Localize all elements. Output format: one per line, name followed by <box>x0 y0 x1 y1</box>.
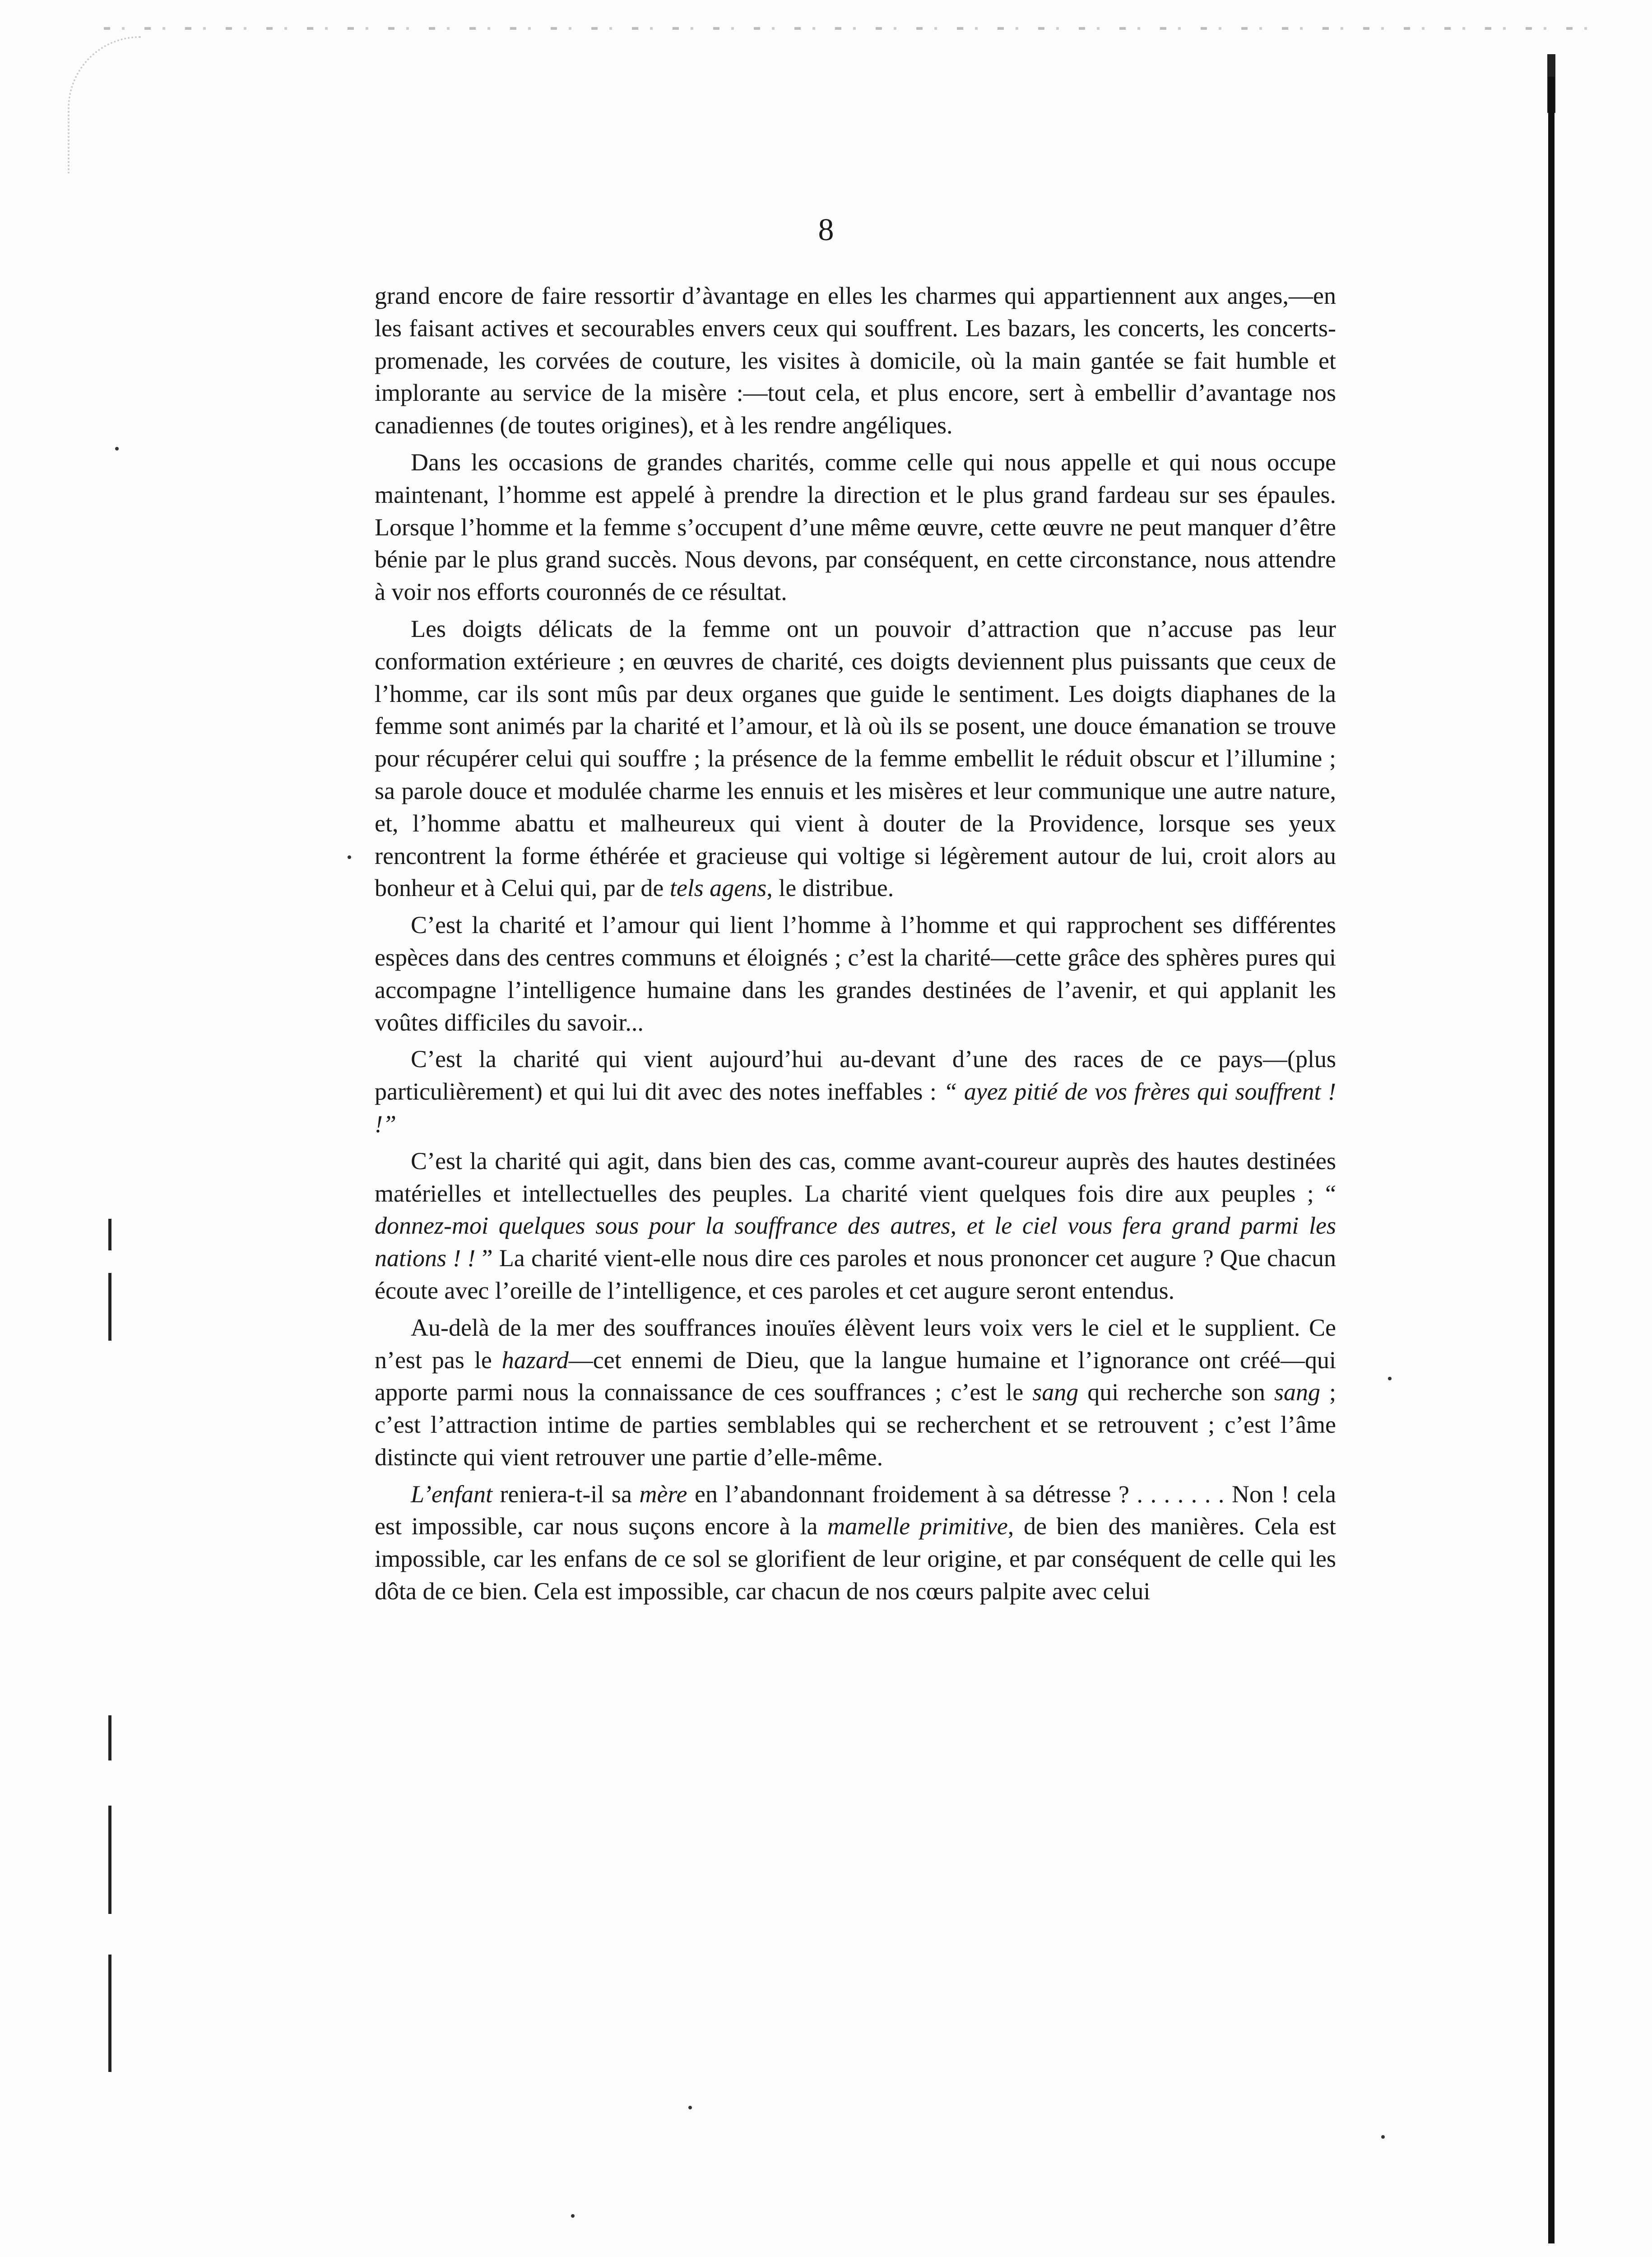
margin-speck <box>1388 1377 1392 1380</box>
italic-text: mère <box>639 1480 687 1508</box>
margin-speck <box>115 447 119 450</box>
paragraph <box>375 1145 1336 1307</box>
paragraph-text: , de bien des manières. Cela est impossible, car les enfans de ce sol se glorifient de leur origine, et par conséquent de celle qui les dôta de ce bien. Cela est impossible, car chacun de nos cœurs palpite avec celui <box>375 1513 1336 1605</box>
paragraph <box>375 280 1336 442</box>
paragraph-text: qui recherche son <box>1078 1379 1274 1406</box>
paragraph <box>375 613 1336 905</box>
body-text <box>375 280 1336 1612</box>
paragraph-text: Les doigts délicats de la femme ont un pouvoir d’attraction que n’accuse pas leur conformation extérieure ; en œuvres de charité, ces doigts deviennent plus puissants que ceux de l’homme, car ils sont mûs par deux organes que guide le sentiment. Les doigts diaphanes de la femme sont animés par la charité et l’amour, et là où ils se posent, une douce émanation se trouve pour récupérer celui qui souffre ; la présence de la femme embellit le réduit obscur et l’illumine ; sa parole douce et modulée charme les ennuis et les misères et leur communique une autre nature, et, l’homme abattu et malheureux qui vient à douter de la Providence, lorsque ses yeux rencontrent la forme éthérée et gracieuse qui voltige si légèrement autour de lui, croit alors au bonheur et à Celui qui, par de <box>375 615 1336 902</box>
paragraph <box>375 446 1336 608</box>
margin-speck <box>1381 2135 1385 2139</box>
paragraph-text: en l’abandonnant froidement à sa détresse ? . . . . . . . Non ! cela est impossible, car nous suçons encore à la <box>375 1480 1336 1540</box>
italic-text: L’enfant <box>411 1480 492 1508</box>
paragraph-text: Dans les occasions de grandes charités, comme celle qui nous appelle et qui nous occupe maintenant, l’homme est appelé à prendre la direction et le plus grand fardeau sur ses épaules. Lorsque l’homme et la femme s’occupent d’une même œuvre, cette œuvre ne peut manquer d’être bénie par le plus grand succès. Nous devons, par conséquent, en cette circonstance, nous attendre à voir nos efforts couronnés de ce résultat. <box>375 448 1336 606</box>
margin-speck <box>348 855 351 859</box>
paragraph <box>375 1043 1336 1140</box>
margin-speck <box>571 2214 575 2218</box>
italic-text: sang <box>1032 1379 1079 1406</box>
paragraph <box>375 909 1336 1039</box>
italic-text: donnez-moi quelques sous pour la souffrance des autres, et le ciel vous fera grand parmi les nations ! ! <box>375 1212 1336 1272</box>
scan-edge-top <box>104 27 1607 30</box>
italic-text: mamelle primitive <box>827 1513 1008 1540</box>
paragraph <box>375 1478 1336 1608</box>
paragraph-text: ” La charité vient-elle nous dire ces paroles et nous prononcer cet augure ? Que chacun écoute avec l’oreille de l’intelligence, et ces paroles et cet augure seront entendus. <box>375 1245 1336 1304</box>
paragraph-text: ; c’est l’attraction intime de parties semblables qui se recherchent et se retrouvent ; c’est l’âme distincte qui vient retrouver une partie d’elle-même. <box>375 1379 1336 1471</box>
binding-edge <box>1548 77 1555 2243</box>
margin-mark <box>108 1715 111 1760</box>
margin-mark <box>108 1806 111 1914</box>
italic-text: hazard <box>501 1346 569 1374</box>
paragraph <box>375 1312 1336 1474</box>
margin-mark <box>108 1273 111 1341</box>
page-number: 8 <box>818 213 834 247</box>
italic-text: sang <box>1274 1379 1321 1406</box>
paragraph-text: C’est la charité et l’amour qui lient l’homme à l’homme et qui rapprochent ses différentes espèces dans des centres communs et éloignés ; c’est la charité—cette grâce des sphères pures qui accompagne l’intelligence humaine dans les grandes destinées de l’avenir, et qui applanit les voûtes difficiles du savoir... <box>375 911 1336 1036</box>
italic-text: tels agens <box>669 874 767 902</box>
margin-mark <box>108 1955 111 2072</box>
paragraph-text: C’est la charité qui vient aujourd’hui au-devant d’une des races de ce pays—(plus particulièrement) et qui lui dit avec des notes ineffables : <box>375 1045 1336 1105</box>
margin-speck <box>688 2106 692 2109</box>
scan-edge-corner <box>68 36 142 173</box>
paragraph-text: C’est la charité qui agit, dans bien des cas, comme avant-coureur auprès des hautes destinées matérielles et intellectuelles des peuples. La charité vient quelques fois dire aux peuples ; “ <box>375 1147 1336 1207</box>
paragraph-text: —cet ennemi de Dieu, que la langue humaine et l’ignorance ont créé—qui apporte parmi nous la connaissance de ces souffrances ; c’est le <box>375 1346 1336 1406</box>
paragraph-text: , le distribue. <box>766 874 894 902</box>
paragraph-text: grand encore de faire ressortir d’àvantage en elles les charmes qui appartiennent aux anges,—en les faisant actives et secourables envers ceux qui souffrent. Les bazars, les concerts, les concerts-promenade, les corvées de couture, les visites à domicile, où la main gantée se fait humble et implorante au service de la misère :—tout cela, et plus encore, sert à embellir d’avantage nos canadiennes (de toutes origines), et à les rendre angéliques. <box>375 282 1336 439</box>
margin-mark <box>108 1219 111 1250</box>
paragraph-text: Au-delà de la mer des souffrances inouïes élèvent leurs voix vers le ciel et le supplient. Ce n’est pas le <box>375 1314 1336 1374</box>
paragraph-text: reniera-t-il sa <box>492 1480 640 1508</box>
italic-text: “ ayez pitié de vos frères qui souffrent ! !” <box>375 1078 1336 1138</box>
